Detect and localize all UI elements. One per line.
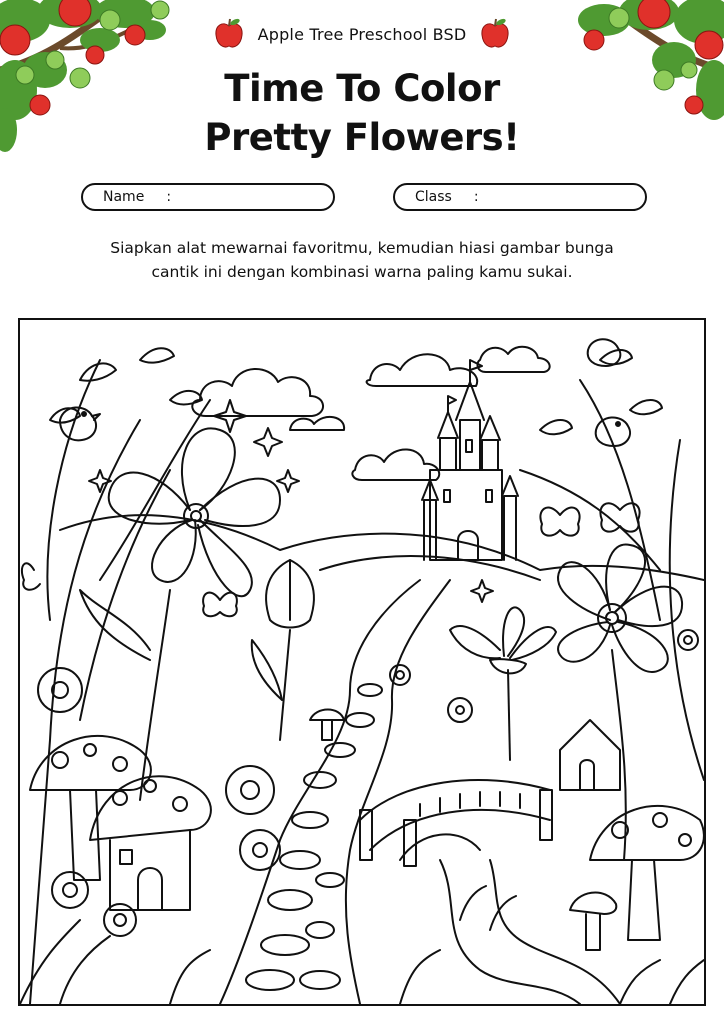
instructions: [60, 236, 664, 284]
instructions-line-1: Siapkan alat mewarnai favoritmu, kemudian hiasi gambar bunga: [110, 239, 614, 257]
fairy-garden-coloring-illustration: [20, 320, 704, 1004]
class-separator: :: [473, 189, 479, 205]
butterfly-icon: [22, 503, 640, 616]
title-line-2: Pretty Flowers!: [204, 116, 520, 159]
mushroom-icon: [310, 710, 704, 951]
flower-icon: [558, 544, 682, 860]
tulip-icon: [252, 560, 314, 740]
coloring-picture-frame: [18, 318, 706, 1006]
mushroom-icon: [30, 736, 211, 910]
class-field[interactable]: [393, 183, 647, 211]
name-label: Name: [103, 189, 145, 205]
apple-icon: [480, 18, 510, 50]
title-line-1: Time To Color: [224, 67, 500, 110]
class-label: Class: [415, 189, 452, 205]
flower-icon: [80, 428, 280, 800]
cloud-icon: [192, 347, 549, 480]
bridge-icon: [360, 780, 552, 866]
header: [0, 18, 724, 50]
lily-icon: [450, 607, 556, 760]
house-icon: [560, 720, 620, 790]
school-name: Apple Tree Preschool BSD: [257, 24, 467, 44]
name-field[interactable]: [81, 183, 335, 211]
castle-icon: [422, 360, 518, 560]
instructions-line-2: cantik ini dengan kombinasi warna paling kamu sukai.: [151, 263, 573, 281]
page-title: [0, 64, 724, 162]
name-separator: :: [166, 189, 172, 205]
apple-icon: [214, 18, 244, 50]
